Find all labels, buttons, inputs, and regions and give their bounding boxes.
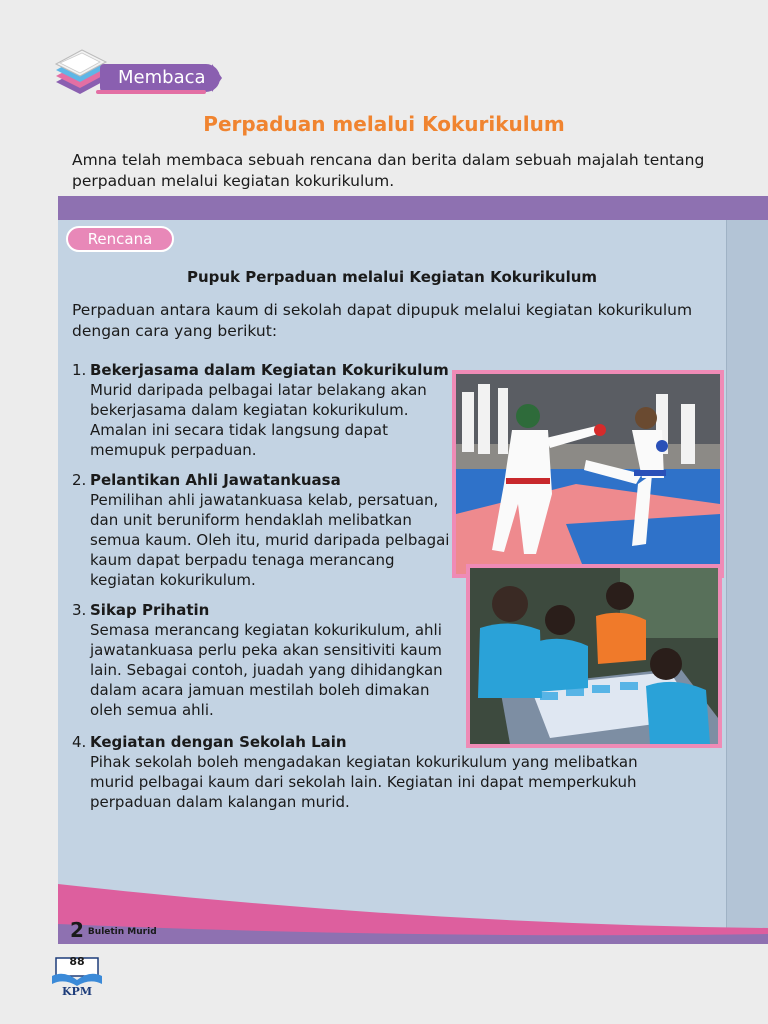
page-number: 88 [69, 955, 85, 968]
item-heading: Bekerjasama dalam Kegiatan Kokurikulum [90, 361, 449, 379]
page-title: Perpaduan melalui Kokurikulum [203, 112, 565, 136]
section-badge-underline [96, 90, 206, 94]
item-text: Pihak sekolah boleh mengadakan kegiatan kokurikulum yang melibatkan murid pelbagai kaum dari sekolah lain. Kegiatan ini dapat memperkukuh perpaduan dalam kalangan murid. [90, 753, 638, 811]
item-number: 2. [72, 471, 87, 489]
list-item [72, 360, 472, 460]
karate-photo [452, 370, 724, 578]
article-lead: Perpaduan antara kaum di sekolah dapat dipupuk melalui kegiatan kokurikulum dengan cara yang berikut: [72, 301, 693, 340]
item-text: Pemilihan ahli jawatankuasa kelab, persatuan, dan unit beruniform hendaklah melibatkan semua kaum. Oleh itu, murid daripada pelbagai kaum dapat berpadu tenaga merancang kegiatan kokurikulum. [90, 491, 450, 589]
magazine-page-edge [726, 196, 768, 940]
intro-text: Amna telah membaca sebuah rencana dan berita dalam sebuah majalah tentang perpaduan melalui kegiatan kokurikulum. [72, 151, 705, 190]
planning-illustration [470, 568, 718, 744]
list-item [72, 600, 472, 720]
item-text: Murid daripada pelbagai latar belakang akan bekerjasama dalam kegiatan kokurikulum. Amalan ini secara tidak langsung dapat memupuk perpaduan. [90, 381, 427, 459]
magazine-brand [70, 918, 157, 942]
publisher-label: KPM [61, 985, 92, 998]
item-heading: Sikap Prihatin [90, 601, 210, 619]
item-number: 3. [72, 601, 87, 619]
list-item [72, 470, 472, 590]
group-planning-photo [466, 564, 722, 748]
karate-illustration [456, 374, 720, 574]
magazine-top-band [58, 196, 768, 220]
item-number: 4. [72, 733, 87, 751]
footer-wave [58, 884, 768, 944]
section-badge-tip [212, 64, 222, 92]
item-number: 1. [72, 361, 87, 379]
article-type-tag: Rencana [66, 226, 174, 252]
item-heading: Pelantikan Ahli Jawatankuasa [90, 471, 341, 489]
article-title: Pupuk Perpaduan melalui Kegiatan Kokurikulum [186, 268, 598, 286]
brand-text: Buletin Murid [87, 927, 157, 937]
brand-number: 2 [70, 918, 84, 942]
section-badge: Membaca [100, 64, 220, 92]
item-text: Semasa merancang kegiatan kokurikulum, ahli jawatankuasa perlu peka akan sensitiviti kaum lain. Sebagai contoh, juadah yang dihidangkan dalam acara jamuan mestilah boleh dimakan oleh semua ahli. [90, 621, 443, 719]
item-heading: Kegiatan dengan Sekolah Lain [90, 733, 347, 751]
